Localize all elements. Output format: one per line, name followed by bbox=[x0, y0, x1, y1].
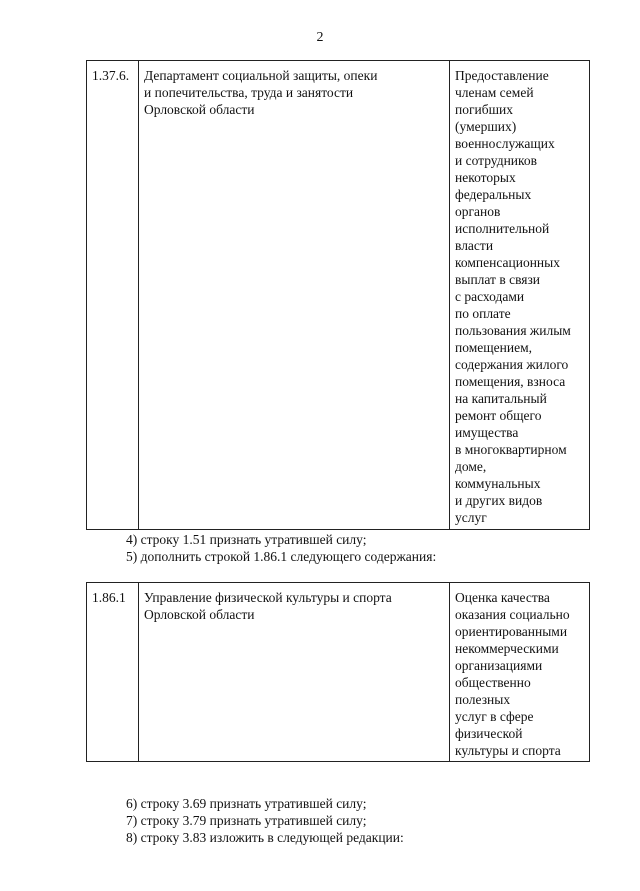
service-line: некоммерческими bbox=[455, 641, 559, 656]
service-line: погибших bbox=[455, 102, 513, 117]
service-line: пользования жилым bbox=[455, 323, 571, 338]
page-number: 2 bbox=[316, 30, 324, 45]
service-cell bbox=[450, 61, 590, 530]
service-line: общественно bbox=[455, 675, 531, 690]
service-line: и сотрудников bbox=[455, 153, 538, 168]
service-line: физической bbox=[455, 726, 523, 741]
list-item-5: 5) дополнить строкой 1.86.1 следующего содержания: bbox=[126, 549, 437, 564]
service-line: органов bbox=[455, 204, 501, 219]
agency-line: Департамент социальной защиты, опеки bbox=[144, 68, 378, 83]
row-number-cell: 1.37.6. bbox=[87, 61, 139, 530]
list-item-8: 8) строку 3.83 изложить в следующей редакции: bbox=[126, 830, 404, 845]
service-line: выплат в связи bbox=[455, 272, 541, 287]
service-line: членам семей bbox=[455, 85, 534, 100]
service-line: содержания жилого bbox=[455, 357, 569, 372]
service-line: ориентированными bbox=[455, 624, 568, 639]
service-line: организациями bbox=[455, 658, 543, 673]
service-line: компенсационных bbox=[455, 255, 560, 270]
service-line: имущества bbox=[455, 425, 519, 440]
service-line: с расходами bbox=[455, 289, 525, 304]
service-line: услуг bbox=[455, 510, 487, 525]
service-line: на капитальный bbox=[455, 391, 547, 406]
service-line: полезных bbox=[455, 692, 511, 707]
list-item-4: 4) строку 1.51 признать утратившей силу; bbox=[126, 532, 367, 547]
service-line: ремонт общего bbox=[455, 408, 542, 423]
list-item-7: 7) строку 3.79 признать утратившей силу; bbox=[126, 813, 367, 828]
service-line: услуг в сфере bbox=[455, 709, 534, 724]
service-cell bbox=[450, 583, 590, 762]
agency-line: Управление физической культуры и спорта bbox=[144, 590, 392, 605]
service-line: коммунальных bbox=[455, 476, 541, 491]
service-line: некоторых bbox=[455, 170, 516, 185]
service-line: (умерших) bbox=[455, 119, 517, 134]
service-line: власти bbox=[455, 238, 494, 253]
service-line: культуры и спорта bbox=[455, 743, 561, 758]
agency-cell bbox=[139, 61, 450, 530]
table-row-1-37-6 bbox=[86, 60, 590, 530]
service-line: Предоставление bbox=[455, 68, 549, 83]
service-line: федеральных bbox=[455, 187, 532, 202]
agency-line: и попечительства, труда и занятости bbox=[144, 85, 354, 100]
agency-cell bbox=[139, 583, 450, 762]
agency-line: Орловской области bbox=[144, 102, 255, 117]
service-line: и других видов bbox=[455, 493, 543, 508]
service-line: по оплате bbox=[455, 306, 511, 321]
service-line: помещения, взноса bbox=[455, 374, 566, 389]
service-line: оказания социально bbox=[455, 607, 570, 622]
service-line: военнослужащих bbox=[455, 136, 555, 151]
service-line: исполнительной bbox=[455, 221, 550, 236]
service-line: в многоквартирном bbox=[455, 442, 567, 457]
agency-line: Орловской области bbox=[144, 607, 255, 622]
table-row-1-86-1 bbox=[86, 582, 590, 762]
service-line: Оценка качества bbox=[455, 590, 550, 605]
row-number-cell: 1.86.1 bbox=[87, 583, 139, 762]
service-line: помещением, bbox=[455, 340, 532, 355]
list-item-6: 6) строку 3.69 признать утратившей силу; bbox=[126, 796, 367, 811]
service-line: доме, bbox=[455, 459, 487, 474]
